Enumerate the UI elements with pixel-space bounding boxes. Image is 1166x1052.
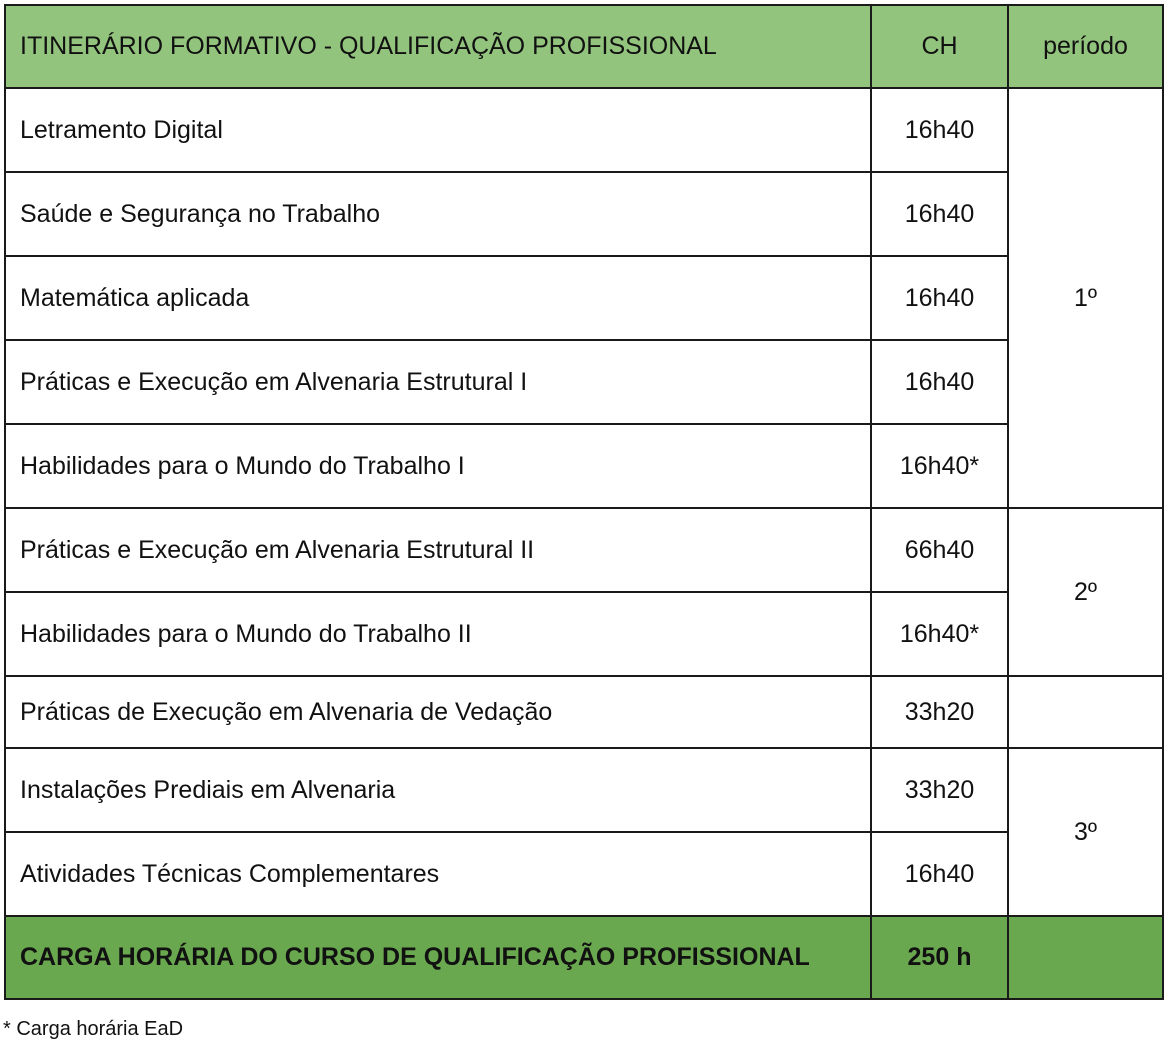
course-name: Atividades Técnicas Complementares [5, 832, 871, 916]
course-hours: 66h40 [871, 508, 1008, 592]
course-name: Instalações Prediais em Alvenaria [5, 748, 871, 832]
course-hours: 16h40 [871, 340, 1008, 424]
footnote: * Carga horária EaD [3, 1018, 184, 1040]
course-hours: 16h40 [871, 256, 1008, 340]
total-label: CARGA HORÁRIA DO CURSO DE QUALIFICAÇÃO PROFISSIONAL [5, 916, 871, 999]
table-row [5, 340, 1163, 424]
total-period [1008, 916, 1163, 999]
table-row [5, 88, 1163, 172]
table-row [5, 424, 1163, 508]
course-name: Letramento Digital [5, 88, 871, 172]
period-cell-1: 1º [1008, 88, 1163, 508]
period-cell-2: 2º [1008, 508, 1163, 676]
table-row [5, 508, 1163, 592]
table-row [5, 676, 1163, 748]
header-ch: CH [871, 5, 1008, 88]
table-header-row [5, 5, 1163, 88]
course-hours: 16h40 [871, 832, 1008, 916]
header-period: período [1008, 5, 1163, 88]
course-hours: 33h20 [871, 676, 1008, 748]
course-name: Habilidades para o Mundo do Trabalho II [5, 592, 871, 676]
course-table [4, 4, 1164, 1000]
course-hours: 16h40 [871, 88, 1008, 172]
table-row [5, 256, 1163, 340]
total-hours: 250 h [871, 916, 1008, 999]
course-name: Práticas e Execução em Alvenaria Estrutural II [5, 508, 871, 592]
course-name: Práticas de Execução em Alvenaria de Vedação [5, 676, 871, 748]
table-row [5, 592, 1163, 676]
course-name: Práticas e Execução em Alvenaria Estrutural I [5, 340, 871, 424]
table-row [5, 748, 1163, 832]
total-row [5, 916, 1163, 999]
course-name: Saúde e Segurança no Trabalho [5, 172, 871, 256]
course-hours: 16h40* [871, 424, 1008, 508]
course-hours: 33h20 [871, 748, 1008, 832]
table-row [5, 832, 1163, 916]
header-course-title: ITINERÁRIO FORMATIVO - QUALIFICAÇÃO PROFISSIONAL [5, 5, 871, 88]
period-cell-3: 3º [1008, 748, 1163, 916]
course-hours: 16h40 [871, 172, 1008, 256]
course-name: Matemática aplicada [5, 256, 871, 340]
table-row [5, 172, 1163, 256]
course-hours: 16h40* [871, 592, 1008, 676]
period-cell-empty [1008, 676, 1163, 748]
course-name: Habilidades para o Mundo do Trabalho I [5, 424, 871, 508]
